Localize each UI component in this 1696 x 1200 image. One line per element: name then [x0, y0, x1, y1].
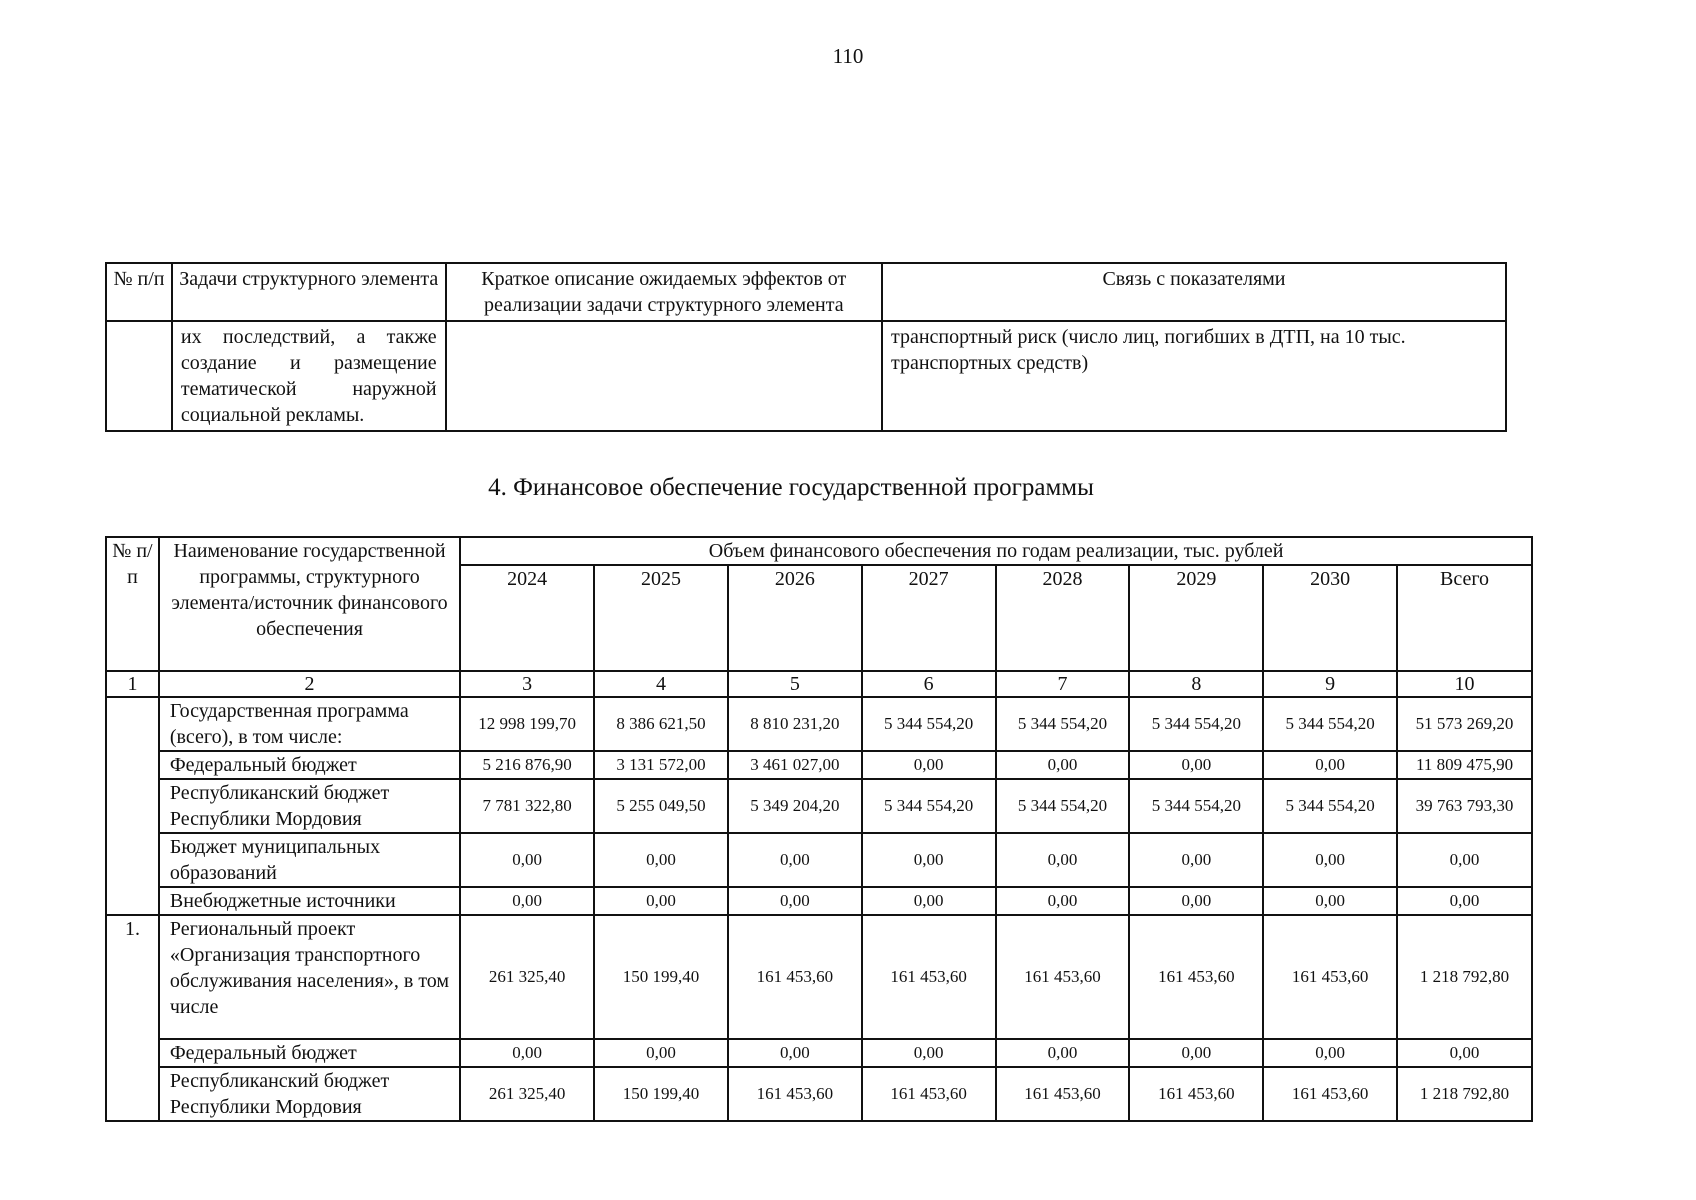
index-cell: 5 — [728, 671, 862, 697]
year-value-cell: 0,00 — [594, 887, 728, 915]
year-value-cell: 0,00 — [996, 1039, 1130, 1067]
tasks-row — [106, 321, 1506, 431]
year-header: 2028 — [996, 565, 1130, 671]
total-value-cell: 1 218 792,80 — [1397, 915, 1532, 1039]
finance-index-row — [106, 671, 1532, 697]
year-value-cell: 0,00 — [460, 833, 594, 887]
year-value-cell: 161 453,60 — [728, 915, 862, 1039]
year-value-cell: 5 349 204,20 — [728, 779, 862, 833]
year-value-cell: 12 998 199,70 — [460, 697, 594, 751]
page-number: 110 — [832, 44, 864, 68]
year-value-cell: 0,00 — [862, 751, 996, 779]
task-line: тематической наружной — [180, 378, 437, 400]
finance-header-row — [106, 537, 1532, 565]
year-value-cell: 0,00 — [1263, 833, 1397, 887]
task-line: социальной рекламы. — [180, 404, 365, 426]
task-indicators: транспортный риск (число лиц, погибших в ДТП, на 10 тыс. транспортных средств) — [882, 321, 1506, 431]
total-header: Всего — [1397, 565, 1532, 671]
year-value-cell: 7 781 322,80 — [460, 779, 594, 833]
section-title: 4. Финансовое обеспечение государственной программы — [488, 474, 1094, 501]
year-value-cell: 0,00 — [862, 887, 996, 915]
table-row — [106, 1067, 1532, 1121]
row-name: Внебюджетные источники — [159, 887, 460, 915]
row-number — [106, 697, 159, 915]
total-value-cell: 39 763 793,30 — [1397, 779, 1532, 833]
table-row — [106, 751, 1532, 779]
year-value-cell: 161 453,60 — [862, 915, 996, 1039]
year-value-cell: 0,00 — [1263, 1039, 1397, 1067]
total-value-cell: 0,00 — [1397, 887, 1532, 915]
year-value-cell: 0,00 — [460, 1039, 594, 1067]
year-value-cell: 161 453,60 — [1263, 1067, 1397, 1121]
tasks-table — [105, 262, 1507, 432]
header-no: № п/п — [106, 263, 172, 321]
year-value-cell: 0,00 — [862, 1039, 996, 1067]
header-effect: Краткое описание ожидаемых эффектов от реализации задачи структурного элемента — [446, 263, 882, 321]
tasks-header-row — [106, 263, 1506, 321]
year-value-cell: 261 325,40 — [460, 915, 594, 1039]
row-name: Республиканский бюджет Республики Мордовия — [159, 1067, 460, 1121]
year-value-cell: 0,00 — [1263, 751, 1397, 779]
total-value-cell: 1 218 792,80 — [1397, 1067, 1532, 1121]
task-effect — [446, 321, 882, 431]
total-value-cell: 11 809 475,90 — [1397, 751, 1532, 779]
index-cell: 7 — [996, 671, 1130, 697]
row-number: 1. — [106, 915, 159, 1121]
year-value-cell: 8 386 621,50 — [594, 697, 728, 751]
year-value-cell: 5 344 554,20 — [862, 779, 996, 833]
task-line: их последствий, а также — [180, 326, 437, 348]
year-value-cell: 5 344 554,20 — [1263, 697, 1397, 751]
year-value-cell: 5 344 554,20 — [1129, 779, 1263, 833]
table-row — [106, 833, 1532, 887]
task-line: создание и размещение — [180, 352, 437, 374]
year-header: 2024 — [460, 565, 594, 671]
year-value-cell: 0,00 — [1129, 833, 1263, 887]
year-value-cell: 0,00 — [728, 1039, 862, 1067]
year-value-cell: 0,00 — [1129, 887, 1263, 915]
fin-header-volume: Объем финансового обеспечения по годам реализации, тыс. рублей — [460, 537, 1532, 565]
row-name: Республиканский бюджет Республики Мордовия — [159, 779, 460, 833]
year-value-cell: 0,00 — [594, 833, 728, 887]
index-cell: 6 — [862, 671, 996, 697]
index-cell: 4 — [594, 671, 728, 697]
year-value-cell: 0,00 — [1263, 887, 1397, 915]
year-value-cell: 5 344 554,20 — [862, 697, 996, 751]
finance-body — [106, 697, 1532, 1121]
task-text — [172, 321, 446, 431]
year-value-cell: 161 453,60 — [1129, 915, 1263, 1039]
fin-header-no: № п/п — [106, 537, 159, 671]
finance-table — [105, 536, 1533, 1122]
year-value-cell: 0,00 — [1129, 751, 1263, 779]
year-value-cell: 5 344 554,20 — [1263, 779, 1397, 833]
row-name: Федеральный бюджет — [159, 1039, 460, 1067]
year-value-cell: 5 344 554,20 — [1129, 697, 1263, 751]
year-value-cell: 0,00 — [862, 833, 996, 887]
year-value-cell: 5 344 554,20 — [996, 697, 1130, 751]
year-value-cell: 8 810 231,20 — [728, 697, 862, 751]
table-row — [106, 779, 1532, 833]
year-value-cell: 161 453,60 — [1263, 915, 1397, 1039]
total-value-cell: 51 573 269,20 — [1397, 697, 1532, 751]
year-value-cell: 261 325,40 — [460, 1067, 594, 1121]
total-value-cell: 0,00 — [1397, 1039, 1532, 1067]
year-header: 2029 — [1129, 565, 1263, 671]
year-header: 2025 — [594, 565, 728, 671]
year-value-cell: 3 461 027,00 — [728, 751, 862, 779]
year-value-cell: 161 453,60 — [996, 915, 1130, 1039]
index-cell: 2 — [159, 671, 460, 697]
row-name: Федеральный бюджет — [159, 751, 460, 779]
year-header: 2027 — [862, 565, 996, 671]
row-name: Государственная программа (всего), в том числе: — [159, 697, 460, 751]
table-row — [106, 1039, 1532, 1067]
year-value-cell: 0,00 — [996, 833, 1130, 887]
year-value-cell: 5 216 876,90 — [460, 751, 594, 779]
year-value-cell: 161 453,60 — [862, 1067, 996, 1121]
index-cell: 3 — [460, 671, 594, 697]
year-value-cell: 0,00 — [996, 887, 1130, 915]
row-name: Региональный проект «Организация транспортного обслуживания населения», в том числе — [159, 915, 460, 1039]
year-value-cell: 161 453,60 — [1129, 1067, 1263, 1121]
table-row — [106, 887, 1532, 915]
year-value-cell: 150 199,40 — [594, 915, 728, 1039]
year-value-cell: 0,00 — [996, 751, 1130, 779]
index-cell: 1 — [106, 671, 159, 697]
task-no — [106, 321, 172, 431]
year-value-cell: 5 344 554,20 — [996, 779, 1130, 833]
table-row — [106, 697, 1532, 751]
index-cell: 8 — [1129, 671, 1263, 697]
row-name: Бюджет муниципальных образований — [159, 833, 460, 887]
year-value-cell: 5 255 049,50 — [594, 779, 728, 833]
year-value-cell: 161 453,60 — [728, 1067, 862, 1121]
year-value-cell: 3 131 572,00 — [594, 751, 728, 779]
year-header: 2026 — [728, 565, 862, 671]
total-value-cell: 0,00 — [1397, 833, 1532, 887]
year-value-cell: 0,00 — [1129, 1039, 1263, 1067]
year-value-cell: 0,00 — [460, 887, 594, 915]
year-header: 2030 — [1263, 565, 1397, 671]
header-indicators: Связь с показателями — [882, 263, 1506, 321]
year-value-cell: 161 453,60 — [996, 1067, 1130, 1121]
index-cell: 10 — [1397, 671, 1532, 697]
year-value-cell: 150 199,40 — [594, 1067, 728, 1121]
index-cell: 9 — [1263, 671, 1397, 697]
table-row — [106, 915, 1532, 1039]
fin-header-name: Наименование государственной программы, структурного элемента/источник финансового обеспечения — [159, 537, 460, 671]
year-value-cell: 0,00 — [728, 833, 862, 887]
year-value-cell: 0,00 — [594, 1039, 728, 1067]
year-value-cell: 0,00 — [728, 887, 862, 915]
header-task: Задачи структурного элемента — [172, 263, 446, 321]
